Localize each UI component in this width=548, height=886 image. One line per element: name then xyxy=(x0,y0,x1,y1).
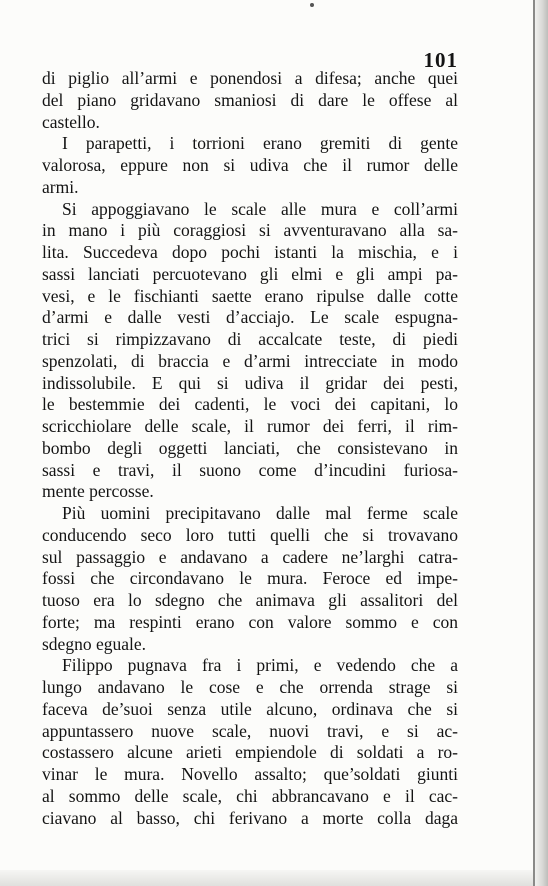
text-line: appuntassero nuove scale, nuovi travi, e si ac- xyxy=(42,720,458,741)
text-line: in mano i più coraggiosi si avventuravano alla sa- xyxy=(42,220,458,241)
text-line: al sommo delle scale, chi abbrancavano e il cac- xyxy=(42,785,458,806)
text-line: bombo degli oggetti lanciati, che consistevano in xyxy=(42,437,458,458)
text-line: del piano gridavano smaniosi di dare le offese al xyxy=(42,89,458,110)
text-line: di piglio all’armi e ponendosi a difesa; anche quei xyxy=(42,68,458,88)
text-line: Filippo pugnava fra i primi, e vedendo che a xyxy=(62,655,458,676)
text-line: armi. xyxy=(42,176,79,197)
text-line: Più uomini precipitavano dalle mal ferme scale xyxy=(62,503,458,523)
text-line: Si appoggiavano le scale alle mura e coll’armi xyxy=(62,198,458,219)
text-line: trici si rimpizzavano di accalcate teste, di piedi xyxy=(42,329,458,349)
text-line: le bestemmie dei cadenti, le voci dei capitani, lo xyxy=(42,394,458,415)
text-line: tuoso era lo sdegno che animava gli assalitori del xyxy=(42,590,458,610)
text-line: lungo andavano le cose e che orrenda strage si xyxy=(42,677,458,697)
text-line: vesi, e le fischianti saette erano ripulse dalle cotte xyxy=(42,285,458,306)
text-line: sassi lanciati percuotevano gli elmi e gli ampi pa- xyxy=(42,263,458,284)
text-line: castello. xyxy=(42,111,100,132)
page-number: 101 xyxy=(423,48,458,72)
text-line: fossi che circondavano le mura. Feroce ed impe- xyxy=(42,568,458,589)
text-line: vinar le mura. Novello assalto; que’soldati giunti xyxy=(42,764,458,784)
text-line: spenzolati, di braccia e d’armi intrecciate in modo xyxy=(42,350,458,371)
text-line: d’armi e dalle vesti d’acciajo. Le scale espugna- xyxy=(42,307,458,328)
text-line: I parapetti, i torrioni erano gremiti di gente xyxy=(62,133,458,154)
ink-speck xyxy=(310,3,314,7)
text-line: conducendo seco loro tutti quelli che si trovavano xyxy=(42,524,458,545)
text-line: faceva de’suoi senza utile alcuno, ordinava che si xyxy=(42,698,458,719)
binding-shadow-line xyxy=(533,0,535,886)
text-line: mente percosse. xyxy=(42,481,154,502)
text-line: scricchiolare delle scale, il rumor dei ferri, il rim- xyxy=(42,416,458,436)
text-line: lita. Succedeva dopo pochi istanti la mischia, e i xyxy=(42,242,458,262)
page-bottom-edge xyxy=(0,870,548,886)
text-line: costassero alcune arieti empiendole di soldati a ro- xyxy=(42,742,458,763)
text-line: indissolubile. E qui si udiva il gridar dei pesti, xyxy=(42,372,458,393)
text-line: ciavano al basso, chi ferivano a morte colla daga xyxy=(42,807,458,828)
text-line: sassi e travi, il suono come d’incudini furiosa- xyxy=(42,459,458,480)
text-line: sdegno eguale. xyxy=(42,633,146,654)
page-right-edge xyxy=(534,0,548,886)
text-line: valorosa, eppure non si udiva che il rumor delle xyxy=(42,155,458,175)
body-text xyxy=(42,68,458,829)
text-line: forte; ma respinti erano con valore sommo e con xyxy=(42,611,458,632)
text-line: sul passaggio e andavano a cadere ne’larghi catra- xyxy=(42,546,458,567)
